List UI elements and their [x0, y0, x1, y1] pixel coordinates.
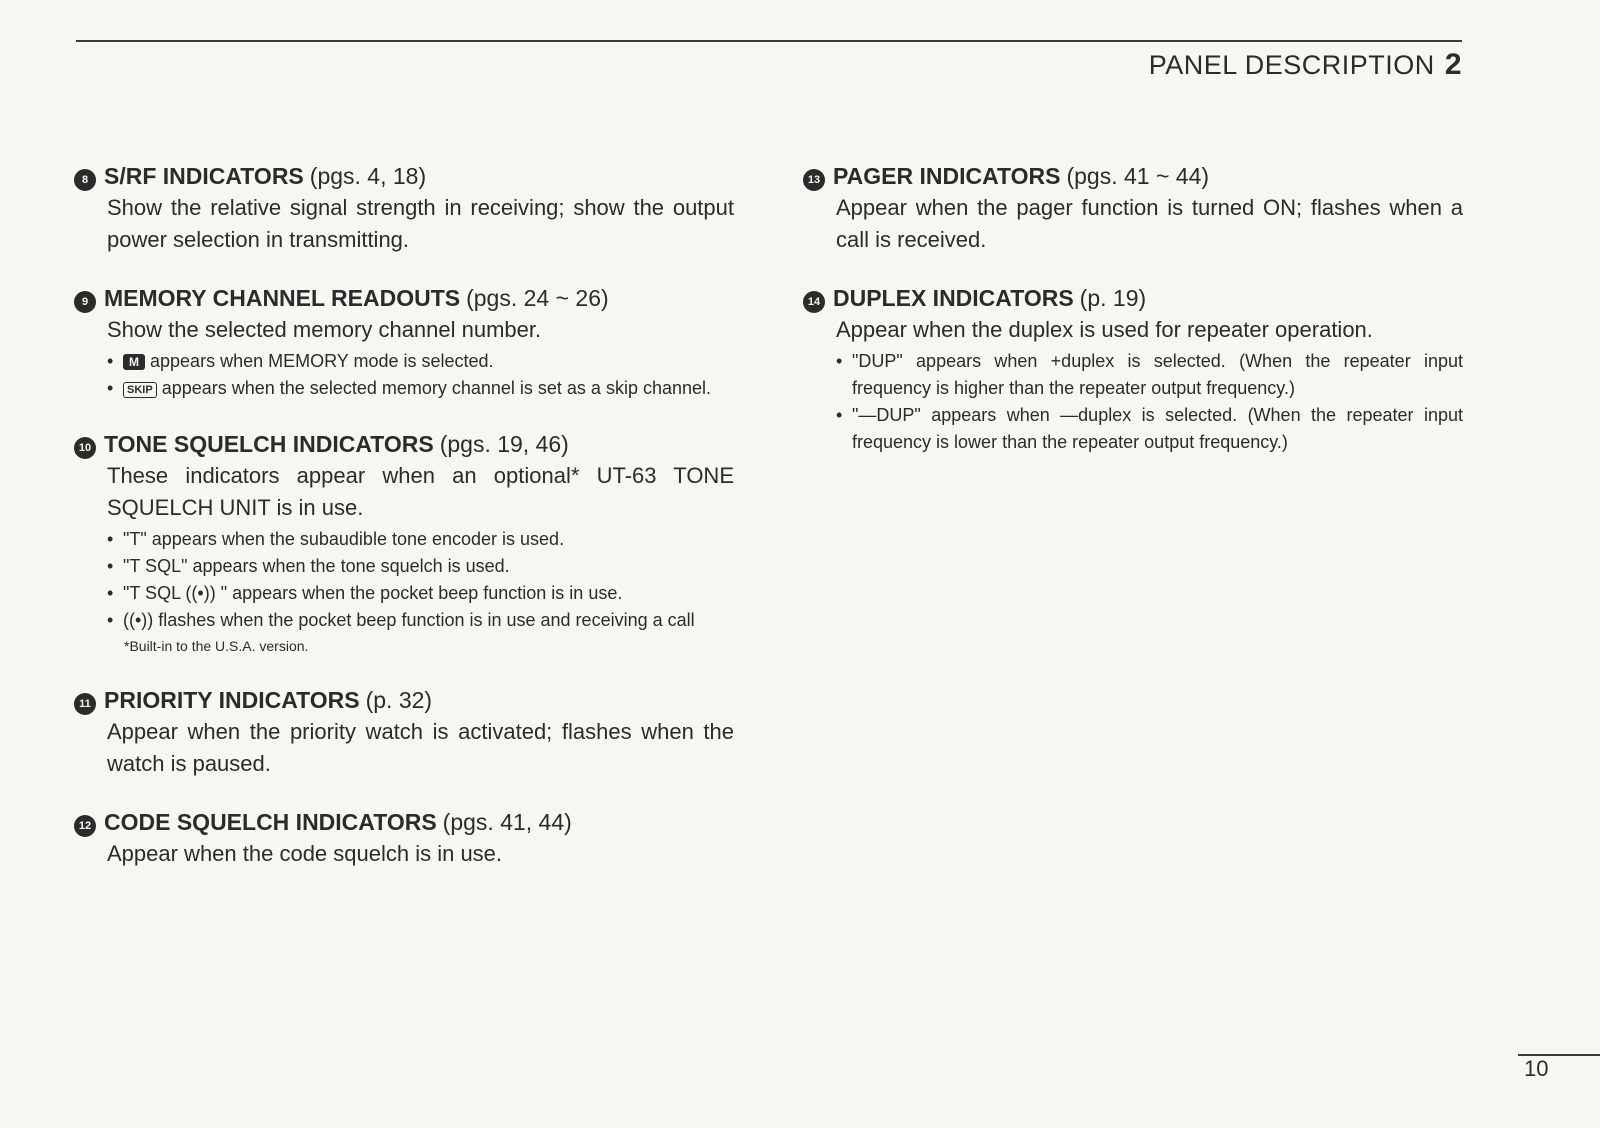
section-body: Show the relative signal strength in receiving; show the output power selection in transmitting. [107, 195, 734, 252]
list-item: • "DUP" appears when +duplex is selected. (When the repeater input frequency is higher than the repeater output frequency.) [836, 351, 1463, 398]
bullet-list [74, 526, 734, 634]
bullet-list [803, 348, 1463, 456]
section-priority-indicators [74, 684, 734, 780]
list-item: • "T SQL ((•)) " appears when the pocket beep function is in use. [107, 583, 623, 603]
header-rule [76, 40, 1462, 42]
section-code-squelch-indicators [74, 806, 734, 870]
section-title: PAGER INDICATORS [833, 163, 1061, 189]
section-page-ref: (p. 32) [365, 687, 433, 713]
section-page-ref: (pgs. 41, 44) [442, 809, 572, 835]
section-body: Appear when the priority watch is activated; flashes when the watch is paused. [107, 719, 734, 776]
section-body: Show the selected memory channel number. [107, 317, 542, 342]
section-title: S/RF INDICATORS [104, 163, 304, 189]
page-header [1149, 48, 1462, 82]
list-item: • ((•)) flashes when the pocket beep function is in use and receiving a call [107, 610, 695, 630]
skip-icon: SKIP [123, 382, 157, 398]
section-title: MEMORY CHANNEL READOUTS [104, 285, 461, 311]
section-pager-indicators [803, 160, 1463, 256]
section-page-ref: (pgs. 4, 18) [309, 163, 427, 189]
section-title: PRIORITY INDICATORS [104, 687, 360, 713]
section-srf-indicators [74, 160, 734, 256]
list-item: • "T SQL" appears when the tone squelch is used. [107, 556, 510, 576]
section-page-ref: (p. 19) [1079, 285, 1147, 311]
section-number-icon: 11 [74, 693, 96, 715]
page-number: 10 [1524, 1056, 1549, 1081]
section-number-icon: 8 [74, 169, 96, 191]
list-item-text: ((•)) flashes when the pocket beep function is in use and receiving a call [123, 610, 695, 630]
list-item: • "T" appears when the subaudible tone encoder is used. [107, 529, 565, 549]
section-title: CODE SQUELCH INDICATORS [104, 809, 437, 835]
list-item-text: "T SQL ((•)) " appears when the pocket beep function is in use. [123, 583, 623, 603]
section-memory-channel-readouts [74, 282, 734, 402]
section-number-icon: 14 [803, 291, 825, 313]
list-item-text: "T" appears when the subaudible tone encoder is used. [123, 529, 565, 549]
list-item: • M appears when MEMORY mode is selected. [107, 351, 494, 371]
section-number-icon: 9 [74, 291, 96, 313]
section-body: Appear when the pager function is turned ON; flashes when a call is received. [836, 195, 1463, 252]
section-page-ref: (pgs. 19, 46) [439, 431, 569, 457]
section-page-ref: (pgs. 41 ~ 44) [1066, 163, 1210, 189]
list-item-text: appears when the selected memory channel is set as a skip channel. [161, 378, 712, 398]
list-item: • "—DUP" appears when —duplex is selected. (When the repeater input frequency is lower than the repeater output frequency.) [836, 405, 1463, 452]
section-body: Appear when the duplex is used for repeater operation. [836, 317, 1373, 342]
list-item-text: "T SQL" appears when the tone squelch is used. [123, 556, 510, 576]
list-item-text: appears when MEMORY mode is selected. [150, 351, 494, 371]
section-tone-squelch-indicators [74, 428, 734, 658]
list-item: • SKIP appears when the selected memory channel is set as a skip channel. [107, 378, 712, 398]
chapter-number: 2 [1444, 48, 1462, 81]
section-page-ref: (pgs. 24 ~ 26) [466, 285, 609, 311]
right-column [803, 160, 1463, 482]
footnote: *Built-in to the U.S.A. version. [124, 638, 309, 654]
section-body: Appear when the code squelch is in use. [107, 841, 503, 866]
list-item-text: "DUP" appears when +duplex is selected. (When the repeater input frequency is higher than the repeater output frequency.) [852, 351, 1463, 398]
memory-mode-icon: M [123, 354, 145, 370]
left-column [74, 160, 734, 896]
section-number-icon: 13 [803, 169, 825, 191]
section-body: These indicators appear when an optional* UT-63 TONE SQUELCH UNIT is in use. [107, 463, 734, 520]
section-title: TONE SQUELCH INDICATORS [104, 431, 434, 457]
section-duplex-indicators [803, 282, 1463, 456]
section-number-icon: 12 [74, 815, 96, 837]
section-title: DUPLEX INDICATORS [833, 285, 1074, 311]
list-item-text: "—DUP" appears when —duplex is selected. (When the repeater input frequency is lower than the repeater output frequency.) [852, 405, 1463, 452]
section-number-icon: 10 [74, 437, 96, 459]
header-title: PANEL DESCRIPTION [1148, 50, 1435, 80]
bullet-list [74, 348, 734, 402]
